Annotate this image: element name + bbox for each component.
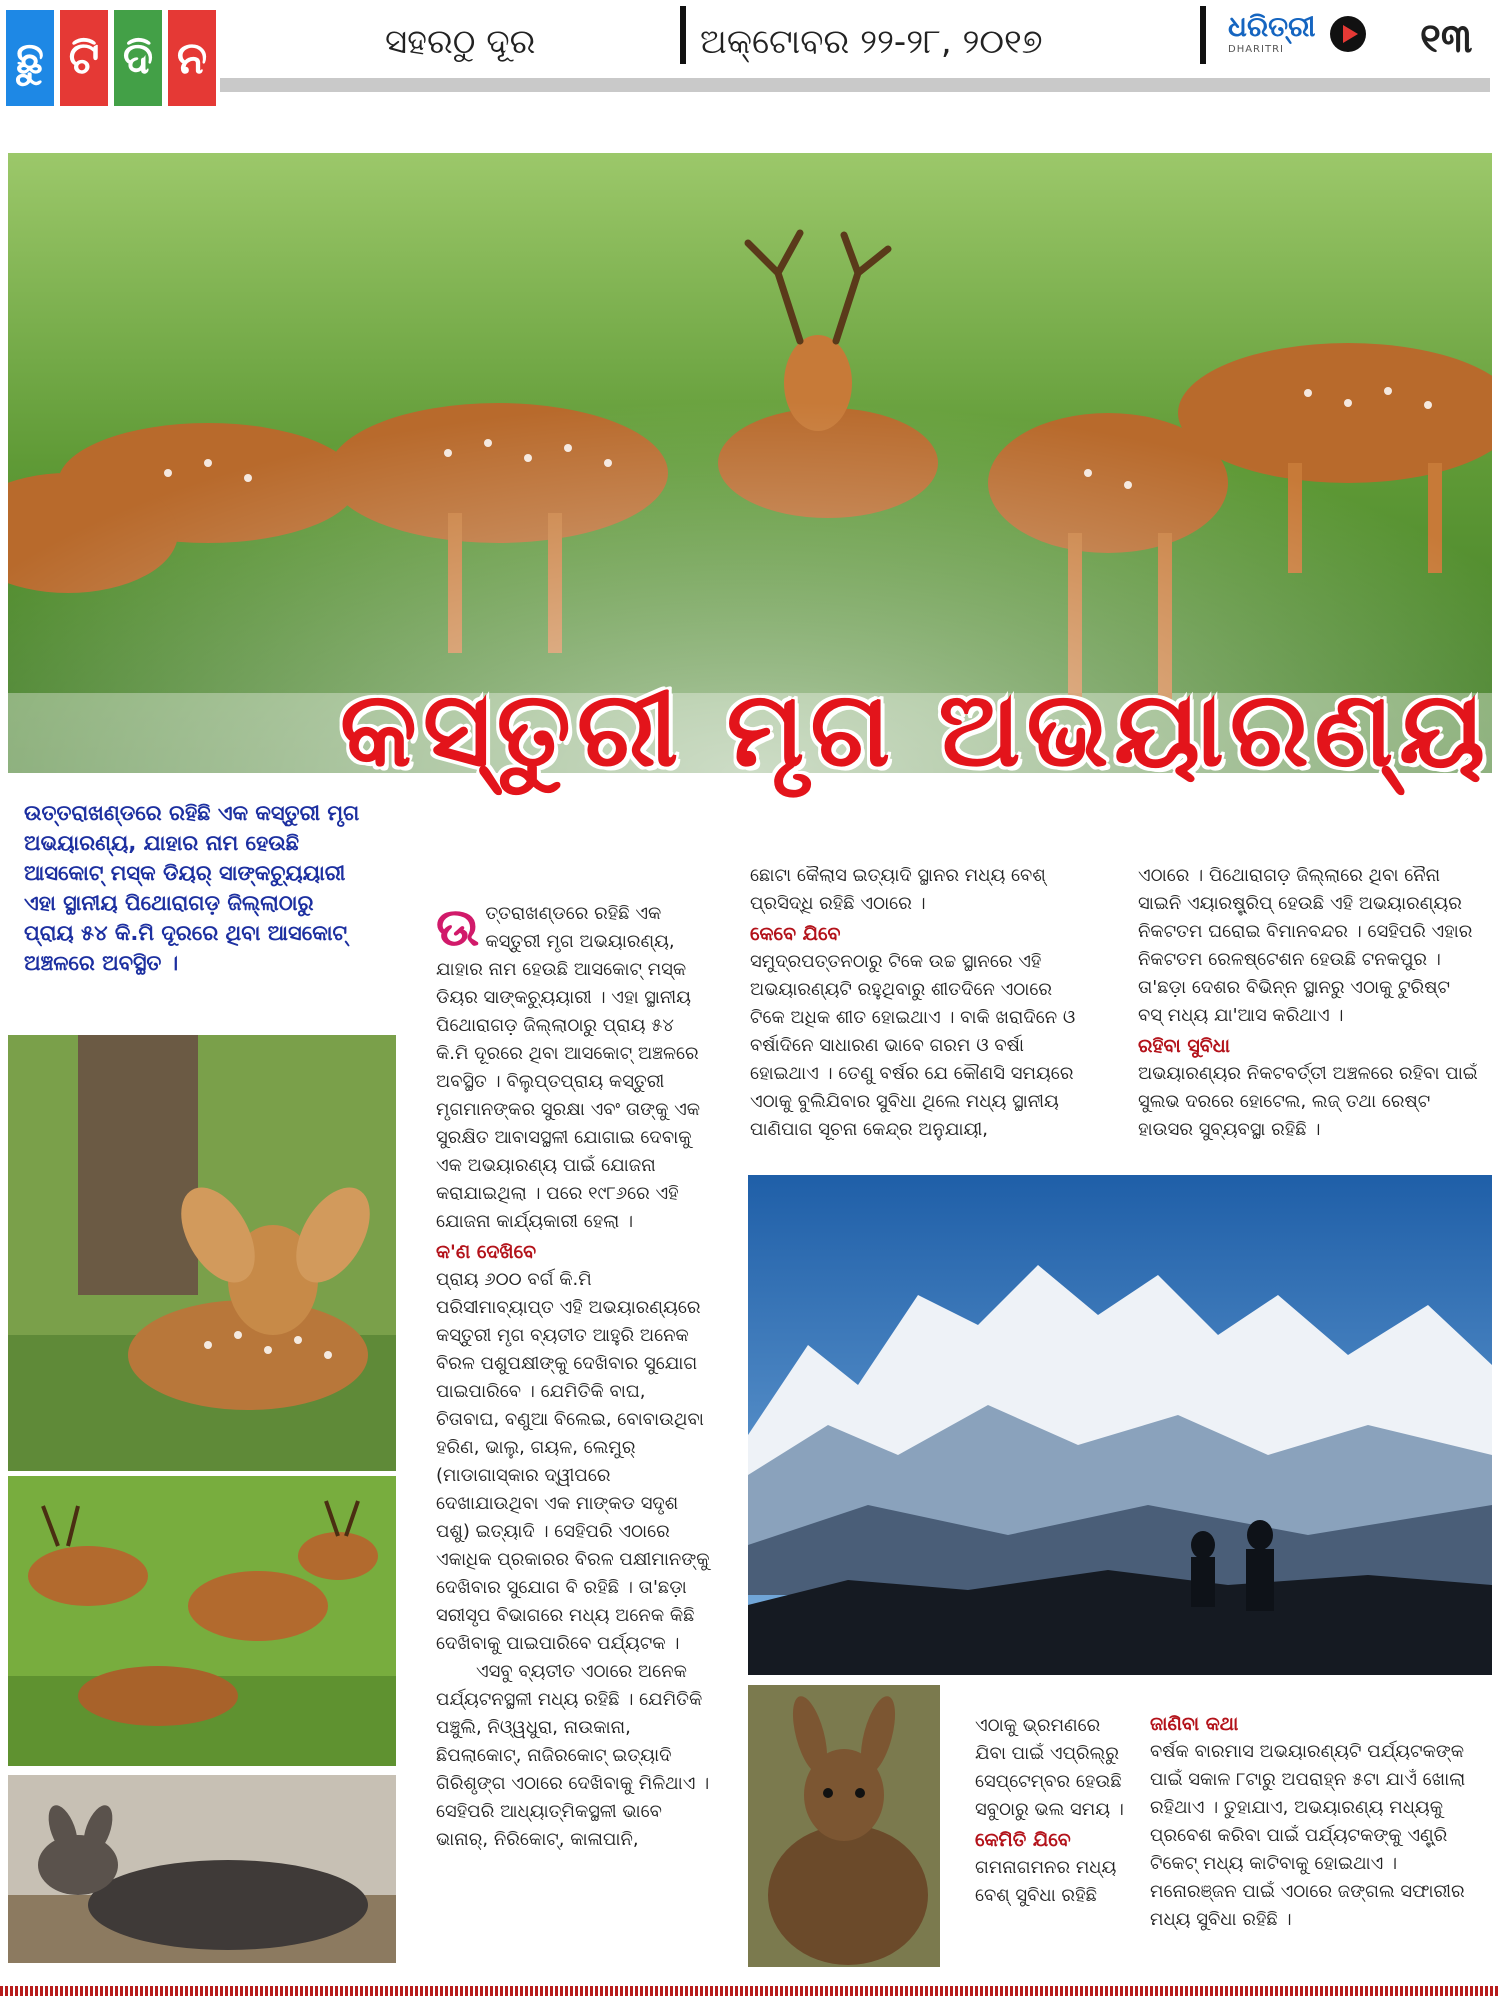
body-paragraph: ସମୁଦ୍ରପତ୍ତନଠାରୁ ଟିକେ ଉଚ୍ଚ ସ୍ଥାନରେ ଏହି ଅଭୟାରଣ୍ୟଟି ରହୁଥିବାରୁ ଶୀତଦିନେ ଏଠାରେ ଟିକେ ଅଧିକ ଶୀତ ହୋଇଥାଏ । ବାକି ଖରାଦିନେ ଓ ବର୍ଷାଦିନେ ସାଧାରଣ ଭାବେ ଗରମ ଓ ବର୍ଷା ହୋଇଥାଏ । ତେଣୁ ବର୍ଷର ଯେ କୌଣସି ସମୟରେ ଏଠାକୁ ବୁଲିଯିବାର ସୁବିଧା ଥିଲେ ମଧ୍ୟ ସ୍ଥାନୀୟ ପାଣିପାଗ ସୂଚନା କେନ୍ଦ୍ର ଅନୁଯାୟୀ, xyxy=(750,951,1076,1140)
section-heading-good-to-know: ଜାଣିବା କଥା xyxy=(1150,1713,1239,1735)
section-heading-how-to-go: କେମିତି ଯିବେ xyxy=(975,1829,1071,1851)
body-paragraph: ଅଭୟାରଣ୍ୟର ନିକଟବର୍ତ୍ତୀ ଅଞ୍ଚଳରେ ରହିବା ପାଇଁ ସୁଲଭ ଦରରେ ହୋଟେଲ, ଲଜ୍ ତଥା ରେଷ୍ଟ ହାଉସର ସୁବ୍ୟବସ୍ଥା ରହିଛି । xyxy=(1138,1063,1478,1140)
article-column-3 xyxy=(1138,862,1478,1144)
section-heading-stay: ରହିବା ସୁବିଧା xyxy=(1138,1035,1230,1057)
section-heading-when-to-go: କେବେ ଯିବେ xyxy=(750,923,841,945)
article-column-2 xyxy=(750,862,1090,1144)
body-paragraph: ବର୍ଷକ ବାରମାସ ଅଭୟାରଣ୍ୟଟି ପର୍ଯ୍ୟଟକଙ୍କ ପାଇଁ ସକାଳ ୮ଟାରୁ ଅପରାହ୍ନ ୫ଟା ଯାଏଁ ଖୋଲା ରହିଥାଏ । ତୁହାଯାଏ, ଅଭୟାରଣ୍ୟ ମଧ୍ୟକୁ ପ୍ରବେଶ କରିବା ପାଇଁ ପର୍ଯ୍ୟଟକଙ୍କୁ ଏଣ୍ଟ୍ରି ଟିକେଟ୍ ମଧ୍ୟ କାଟିବାକୁ ହୋଇଥାଏ । ମନୋରଞ୍ଜନ ପାଇଁ ଏଠାରେ ଜଙ୍ଗଲ ସଫାରୀର ମଧ୍ୟ ସୁବିଧା ରହିଛି । xyxy=(1150,1741,1466,1930)
logo-letter-4: ନ xyxy=(168,10,216,106)
body-paragraph: ଏସବୁ ବ୍ୟତୀତ ଏଠାରେ ଅନେକ ପର୍ଯ୍ୟଟନସ୍ଥଳୀ ମଧ୍ୟ ରହିଛି । ଯେମିତିକି ପଞ୍ଚୁଲି, ନିଓ୍ୱଧୁରା, ନାଉକାନା, ଛିପଲାକୋଟ୍, ନାଜିରକୋଟ୍ ଇତ୍ୟାଦି ଗିରିଶୃଙ୍ଗ ଏଠାରେ ଦେଖିବାକୁ ମିଳିଥାଏ । ସେହିପରି ଆଧ୍ୟାତ୍ମିକସ୍ଥଳୀ ଭାବେ ଭାନାର୍, ନିରିକୋଟ୍, କାଳାପାନି, xyxy=(436,1661,710,1850)
headline: କସ୍ତୁରୀ ମୃଗ ଅଭୟାରଣ୍ୟ xyxy=(340,668,1492,790)
logo-letter-1: ଛୁ xyxy=(6,10,54,106)
body-paragraph: ଏଠାରେ । ପିଥୋରାଗଡ଼ ଜିଲ୍ଲାରେ ଥିବା ନୈନା ସାଇନି ଏୟାରଷ୍ଟ୍ରିପ୍ ହେଉଛି ଏହି ଅଭୟାରଣ୍ୟର ନିକଟତମ ଘରୋଇ ବିମାନବନ୍ଦର । ସେହିପରି ଏହାର ନିକଟତମ ରେଳଷ୍ଟେଶନ ହେଉଛି ଟନକପୁର । ତା'ଛଡ଼ା ଦେଶର ବିଭିନ୍ନ ସ୍ଥାନରୁ ଏଠାକୁ ଟୁରିଷ୍ଟ ବସ୍ ମଧ୍ୟ ଯା'ଆସ କରିଥାଏ । xyxy=(1138,865,1473,1026)
lead-paragraph xyxy=(436,900,711,1236)
musk-deer-photo-left xyxy=(8,1775,396,1963)
brand-subtitle: DHARITRI xyxy=(1228,44,1284,55)
article-column-4 xyxy=(975,1712,1125,1910)
header-divider xyxy=(1200,6,1206,64)
body-paragraph: ଏଠାକୁ ଭ୍ରମଣରେ ଯିବା ପାଇଁ ଏପ୍ରିଲ୍‌ରୁ ସେପ୍ଟେମ୍ବର ହେଉଛି ସବୁଠାରୁ ଭଲ ସମୟ । xyxy=(975,1715,1124,1820)
header-rule xyxy=(220,78,1490,92)
lead-text: ତ୍ତରାଖଣ୍ଡରେ ରହିଛି ଏକ କସ୍ତୁରୀ ମୃଗ ଅଭୟାରଣ୍ୟ, ଯାହାର ନାମ ହେଉଛି ଆସକୋଟ୍ ମସ୍କ ଡିୟର ସାଙ୍କଚ୍ୟୁୟାରୀ । ଏହା ସ୍ଥାନୀୟ ପିଥୋରାଗଡ଼ ଜିଲ୍ଲାଠାରୁ ପ୍ରାୟ ୫୪ କି.ମି ଦୂରରେ ଥିବା ଆସକୋଟ୍ ଅଞ୍ଚଳରେ ଅବସ୍ଥିତ । ବିଲୁପ୍ତପ୍ରାୟ କସ୍ତୁରୀ ମୃଗମାନଙ୍କର ସୁରକ୍ଷା ଏବଂ ତାଙ୍କୁ ଏକ ସୁରକ୍ଷିତ ଆବାସସ୍ଥଳୀ ଯୋଗାଇ ଦେବାକୁ ଏକ ଅଭୟାରଣ୍ୟ ପାଇଁ ଯୋଜନା କରାଯାଇଥିଲା । ପରେ ୧୯୮୬ରେ ଏହି ଯୋଜନା କାର୍ଯ୍ୟକାରୀ ହେଲା । xyxy=(436,903,701,1232)
body-paragraph: ଗମନାଗମନର ମଧ୍ୟ ବେଶ୍ ସୁବିଧା ରହିଛି xyxy=(975,1857,1117,1906)
body-paragraph: ପ୍ରାୟ ୬୦୦ ବର୍ଗ କି.ମି ପରିସୀମାବ୍ୟାପ୍ତ ଏହି ଅଭୟାରଣ୍ୟରେ କସ୍ତୁରୀ ମୃଗ ବ୍ୟତୀତ ଆହୁରି ଅନେକ ବିରଳ ପଶୁପକ୍ଷୀଙ୍କୁ ଦେଖିବାର ସୁଯୋଗ ପାଇପାରିବେ । ଯେମିତିକି ବାଘ, ଚିତାବାଘ, ବଣୁଆ ବିଲେଇ, ବୋବାଉଥିବା ହରିଣ, ଭାଲୁ, ଗୟଳ, ଲେମୁର୍ (ମାଡାଗାସ୍କାର ଦ୍ୱୀପରେ ଦେଖାଯାଉଥିବା ଏକ ମାଙ୍କଡ ସଦୃଶ ପଶୁ) ଇତ୍ୟାଦି । ସେହିପରି ଏଠାରେ ଏକାଧିକ ପ୍ରକାରର ବିରଳ ପକ୍ଷୀମାନଙ୍କୁ ଦେଖିବାର ସୁଯୋଗ ବି ରହିଛି । ତା'ଛଡ଼ା ସରୀସୃପ ବିଭାଗରେ ମଧ୍ୟ ଅନେକ କିଛି ଦେଖିବାକୁ ପାଇପାରିବେ ପର୍ଯ୍ୟଟକ । xyxy=(436,1269,710,1654)
logo-letter-3: ଦି xyxy=(114,10,162,106)
mountain-photo xyxy=(748,1175,1492,1675)
drop-cap: ଉ xyxy=(436,898,480,958)
footer-rule xyxy=(0,1986,1500,1996)
header-divider xyxy=(680,6,686,64)
article-column-5 xyxy=(1150,1710,1480,1934)
section-heading-what-to-see: କ'ଣ ଦେଖିବେ xyxy=(436,1241,537,1263)
brand-name: ଧରିତ୍ରୀ xyxy=(1228,10,1316,43)
deer-group-photo xyxy=(8,1476,396,1766)
play-icon xyxy=(1328,14,1368,54)
logo-letter-2: ଟି xyxy=(60,10,108,106)
intro-text: ଉତ୍ତରାଖଣ୍ଡରେ ରହିଛି ଏକ କସ୍ତୁରୀ ମୃଗ ଅଭୟାରଣ୍ୟ, ଯାହାର ନାମ ହେଉଛି ଆସକୋଟ୍ ମସ୍କ ଡିୟର୍ ସାଙ୍କଚ୍ୟୁୟାରୀ ଏହା ସ୍ଥାନୀୟ ପିଥୋରାଗଡ଼ ଜିଲ୍ଲାଠାରୁ ପ୍ରାୟ ୫୪ କି.ମି ଦୂରରେ ଥିବା ଆସକୋଟ୍ ଅଞ୍ଚଳରେ ଅବସ୍ଥିତ । xyxy=(24,801,360,975)
body-paragraph: ଛୋଟା କୈଲାସ ଇତ୍ୟାଦି ସ୍ଥାନର ମଧ୍ୟ ବେଶ୍ ପ୍ରସିଦ୍ଧି ରହିଛି ଏଠାରେ । xyxy=(750,865,1046,914)
musk-deer-photo xyxy=(748,1685,940,1967)
brand-logo xyxy=(1228,10,1324,62)
section-title: ସହରଠୁ ଦୂର xyxy=(385,22,536,62)
article-column-1 xyxy=(436,900,711,1854)
fawn-photo xyxy=(8,1035,396,1471)
issue-date: ଅକ୍ଟୋବର ୨୨-୨୮, ୨୦୧୭ xyxy=(700,22,1043,62)
page-number: ୧୩ xyxy=(1420,16,1473,62)
